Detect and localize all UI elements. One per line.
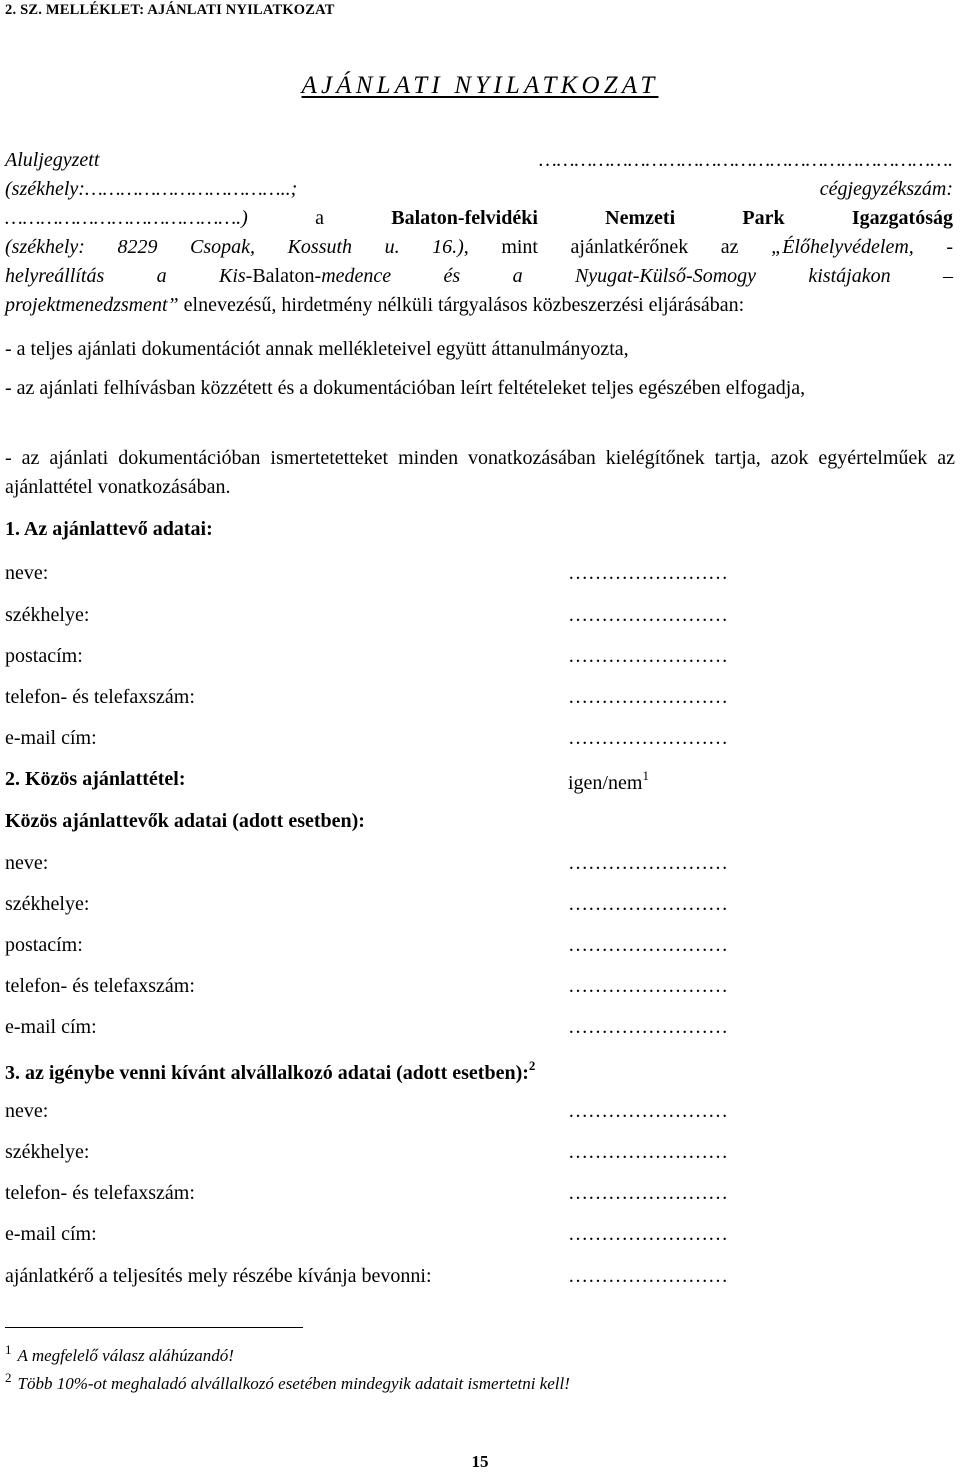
intro-text: , mint ajánlatkérőnek az [463,236,772,258]
field-label: e-mail cím: [5,1223,97,1245]
field-blank[interactable]: …………………… [568,1223,728,1245]
field-label: neve: [5,1100,49,1122]
footnote-separator [5,1327,303,1328]
authority-name: Balaton-felvidéki Nemzeti Park Igazgatóság [391,207,953,229]
field-blank[interactable]: …………………… [568,727,728,749]
field-blank[interactable]: …………………… [568,1100,728,1122]
project-name-part: helyreállítás a Kis- [5,265,253,287]
field-label: telefon- és telefaxszám: [5,1182,195,1204]
declaration-item: - a teljes ajánlati dokumentációt annak mellékleteivel együtt áttanulmányozta, [5,338,629,360]
field-label: ajánlatkérő a teljesítés mely részébe kívánja bevonni: [5,1265,432,1287]
footnote-ref: 1 [642,768,649,783]
field-blank[interactable]: …………………… [568,604,728,626]
field-label: székhelye: [5,893,90,915]
authority-seat: (székhely: 8229 Csopak, Kossuth u. 16.) [5,236,464,258]
procedure-text: elnevezésű, hirdetmény nélküli tárgyalásos közbeszerzési eljárásában: [178,294,745,316]
field-blank[interactable]: …………………… [568,686,728,708]
document-title [0,72,960,100]
intro-line-2 [5,175,953,204]
field-blank[interactable]: …………………… [568,562,728,584]
field-label: e-mail cím: [5,727,97,749]
field-label: neve: [5,852,49,874]
intro-connector: a [247,207,392,229]
field-label: e-mail cím: [5,1016,97,1038]
project-name-part: Balaton- [252,265,322,287]
footnote [5,1370,570,1394]
undersigned-blank: ……………………………………………………………. [538,149,953,171]
undersigned-label: Aluljegyzett [5,149,100,171]
field-blank[interactable]: …………………… [568,852,728,874]
field-blank[interactable]: …………………… [568,893,728,915]
field-blank[interactable]: …………………… [568,645,728,667]
field-label: postacím: [5,934,83,956]
intro-line-6 [5,291,953,320]
joint-bid-answer-text: igen/nem [568,772,643,794]
annex-header: 2. SZ. MELLÉKLET: AJÁNLATI NYILATKOZAT [5,2,335,18]
field-label: neve: [5,562,49,584]
field-blank[interactable]: …………………… [568,1182,728,1204]
page-number: 15 [471,1452,489,1471]
field-blank[interactable]: …………………… [568,934,728,956]
footnote-text: A megfelelő válasz aláhúzandó! [17,1346,234,1365]
declaration-item: - az ajánlati felhívásban közzétett és a dokumentációban leírt feltételeket teljes egészében elfogadja, [5,377,806,399]
field-label: postacím: [5,645,83,667]
footnote-number: 1 [5,1342,12,1357]
section3-heading [5,1058,535,1085]
field-blank[interactable]: …………………… [568,1141,728,1163]
section3-heading-text: 3. az igénybe venni kívánt alvállalkozó adatai (adott esetben): [5,1062,529,1084]
project-name-part: medence és a Nyugat-Külső-Somogy kistájakon – [321,265,953,287]
footnote-number: 2 [5,1370,12,1385]
field-label: székhelye: [5,604,90,626]
field-blank[interactable]: …………………… [568,1265,728,1287]
field-blank[interactable]: …………………… [568,1016,728,1038]
footnote-text: Több 10%-ot meghaladó alvállalkozó esetében mindegyik adatait ismertetni kell! [17,1374,570,1393]
field-blank[interactable]: …………………… [568,975,728,997]
company-reg-label: cégjegyzékszám: [819,178,953,200]
section2-subheading: Közös ajánlattevők adatai (adott esetben): [5,810,365,832]
joint-bid-answer[interactable] [568,768,649,795]
field-label: telefon- és telefaxszám: [5,686,195,708]
project-name-start: „Élőhelyvédelem, - [771,236,954,258]
intro-line-1 [5,146,953,175]
footnote [5,1342,234,1366]
company-reg-blank: ………………………………….) [5,207,248,229]
seat-label: (székhely:……………………………..; [5,178,298,200]
section2-heading: 2. Közös ajánlattétel: [5,768,186,790]
intro-paragraph [5,146,953,320]
intro-line-4 [5,233,953,262]
section1-heading: 1. Az ajánlattevő adatai: [5,518,213,540]
declaration-item: - az ajánlati dokumentációban ismertetetteket minden vonatkozásában kielégítőnek tartja, azok egyértelműek az ajánlattétel vonatkozásában. [5,447,955,498]
document-title-text: AJÁNLATI NYILATKOZAT [301,72,659,99]
project-name-end: projektmenedzsment” [5,294,179,316]
intro-line-3 [5,204,953,233]
field-label: székhelye: [5,1141,90,1163]
footnote-ref: 2 [528,1058,536,1073]
intro-line-5 [5,262,953,291]
field-label: telefon- és telefaxszám: [5,975,195,997]
